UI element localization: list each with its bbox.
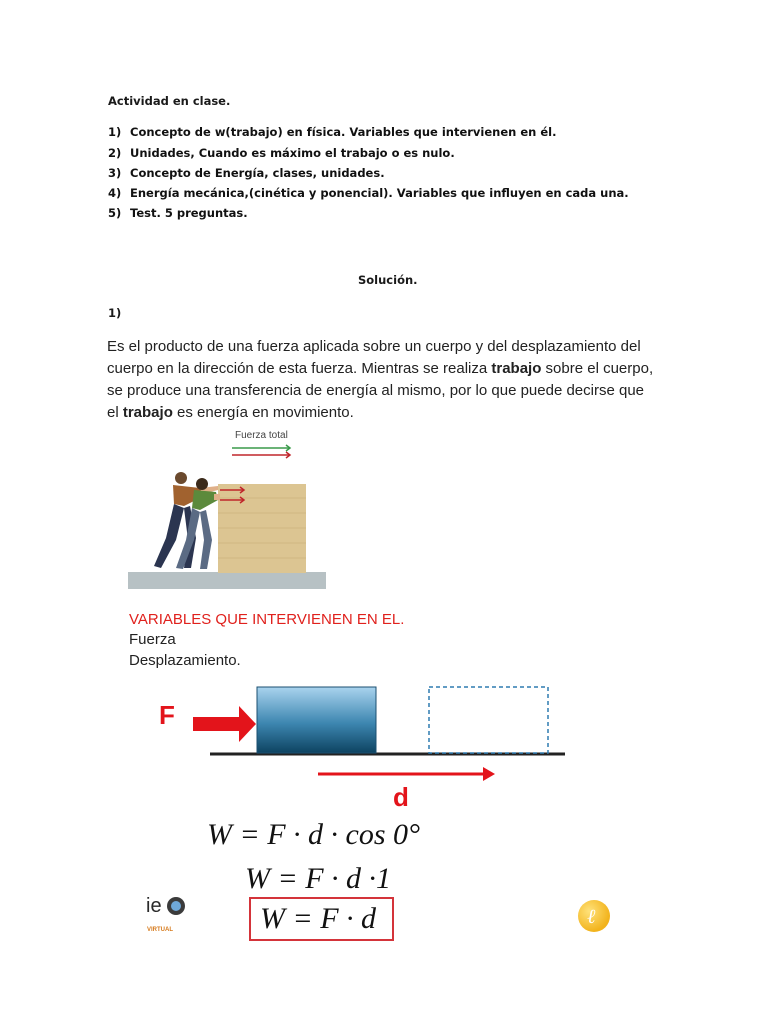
list-item: 2) Unidades, Cuando es máximo el trabajo o es nulo. <box>108 146 455 160</box>
variable-force: Fuerza <box>129 631 176 648</box>
list-item: 4) Energía mecánica,(cinética y ponencial). Variables que influyen en cada una. <box>108 186 629 200</box>
variables-title: VARIABLES QUE INTERVIENEN EN EL. <box>129 611 405 628</box>
list-item: 3) Concepto de Energía, clases, unidades. <box>108 166 385 180</box>
pushing-box-illustration <box>128 428 326 590</box>
activity-title: Actividad en clase. <box>108 94 231 108</box>
solution-heading: Solución. <box>358 273 418 287</box>
formula-3: W = F · d <box>260 902 377 935</box>
list-item: 5) Test. 5 preguntas. <box>108 206 248 220</box>
work-definition: Es el producto de una fuerza aplicada sobre un cuerpo y del desplazamiento del cuerpo en la dirección de esta fuerza. Mientras se realiza trabajo sobre el cuerpo, se produce una transferencia de energía al mismo, por lo que puede decirse que el trabajo es energía en movimiento. <box>107 338 654 421</box>
force-label: F <box>159 700 175 730</box>
force-total-arrows <box>232 444 294 460</box>
formula-1: W = F · d · cos 0° <box>207 818 421 851</box>
ie-virtual-logo: ie VIRTUAL <box>145 893 195 939</box>
round-logo-icon: ℓ <box>578 900 610 932</box>
force-total-label: Fuerza total <box>235 430 288 441</box>
distance-label: d <box>393 782 409 812</box>
list-item: 1) Concepto de w(trabajo) en física. Variables que intervienen en él. <box>108 125 557 139</box>
formula-2: W = F · d ·1 <box>245 862 392 895</box>
force-displacement-diagram <box>155 682 570 812</box>
part-number: 1) <box>108 306 122 320</box>
variable-displacement: Desplazamiento. <box>129 652 241 669</box>
